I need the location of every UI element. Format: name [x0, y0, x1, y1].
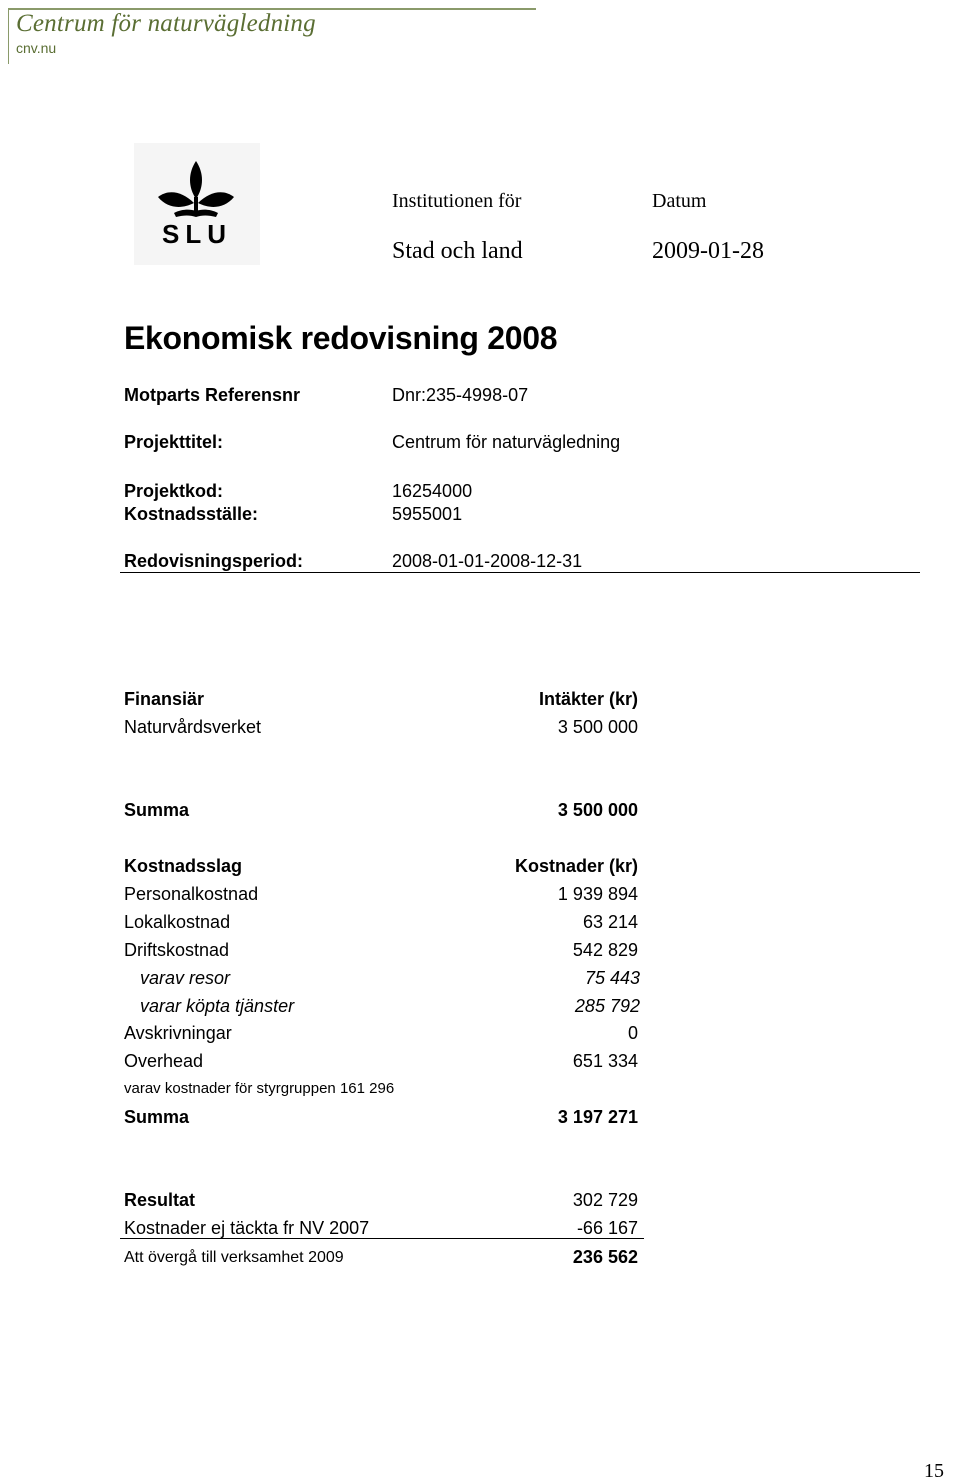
cost-row-value: 1 939 894 [557, 884, 638, 904]
institution-value: Stad och land [392, 238, 523, 264]
cost-center-value: 5955001 [392, 504, 463, 524]
result-label: Resultat [124, 1190, 196, 1210]
result-value: 302 729 [572, 1190, 638, 1210]
carry-value: 236 562 [572, 1247, 638, 1267]
cost-row-value: 542 829 [572, 940, 638, 960]
ref-label: Motparts Referensnr [124, 385, 301, 405]
cost-col2-header: Kostnader (kr) [514, 856, 638, 876]
header-side-rule [8, 8, 9, 64]
divider [120, 572, 920, 573]
cost-row-label: Lokalkostnad [124, 912, 231, 932]
cost-col1-header: Kostnadsslag [124, 856, 243, 876]
ref-value: Dnr:235-4998-07 [392, 385, 529, 405]
page-title: Ekonomisk redovisning 2008 [124, 320, 558, 356]
cost-note: varav kostnader för styrgruppen 161 296 [124, 1080, 395, 1097]
slu-leaf-icon [134, 143, 260, 265]
period-label: Redovisningsperiod: [124, 551, 304, 571]
cost-row-label: Personalkostnad [124, 884, 259, 904]
cost-center-label: Kostnadsställe: [124, 504, 259, 524]
cost-sum-label: Summa [124, 1107, 190, 1127]
period-value: 2008-01-01-2008-12-31 [392, 551, 583, 571]
date-label: Datum [652, 190, 707, 212]
cost-subrow-value: 285 792 [574, 996, 640, 1016]
cost-subrow-value: 75 443 [584, 968, 640, 988]
income-row-label: Naturvårdsverket [124, 717, 262, 737]
cost-row-label: Driftskostnad [124, 940, 230, 960]
uncovered-value: -66 167 [576, 1218, 638, 1238]
project-title-label: Projekttitel: [124, 432, 224, 452]
cost-subrow-label: varar köpta tjänster [140, 996, 295, 1016]
project-title-value: Centrum för naturvägledning [392, 432, 621, 452]
page-number: 15 [924, 1460, 944, 1482]
institution-label: Institutionen för [392, 190, 522, 212]
cost-row-value: 651 334 [572, 1051, 638, 1071]
income-sum-label: Summa [124, 800, 190, 820]
income-col1-header: Finansiär [124, 689, 205, 709]
uncovered-label: Kostnader ej täckta fr NV 2007 [124, 1218, 370, 1238]
income-row-value: 3 500 000 [557, 717, 638, 737]
cost-row-value: 0 [627, 1023, 638, 1043]
cost-row-label: Avskrivningar [124, 1023, 232, 1043]
slu-logo-text: SLU [162, 219, 232, 249]
income-sum-value: 3 500 000 [557, 800, 638, 820]
result-divider [120, 1238, 644, 1239]
org-url: cnv.nu [16, 40, 57, 56]
project-code-label: Projektkod: [124, 481, 224, 501]
income-col2-header: Intäkter (kr) [538, 689, 638, 709]
cost-sum-value: 3 197 271 [557, 1107, 638, 1127]
date-value: 2009-01-28 [652, 238, 764, 264]
carry-label: Att övergå till verksamhet 2009 [124, 1249, 344, 1266]
cost-row-value: 63 214 [582, 912, 638, 932]
cost-subrow-label: varav resor [140, 968, 231, 988]
slu-logo [134, 143, 260, 265]
org-name: Centrum för naturvägledning [16, 10, 316, 37]
project-code-value: 16254000 [392, 481, 473, 501]
cost-row-label: Overhead [124, 1051, 204, 1071]
